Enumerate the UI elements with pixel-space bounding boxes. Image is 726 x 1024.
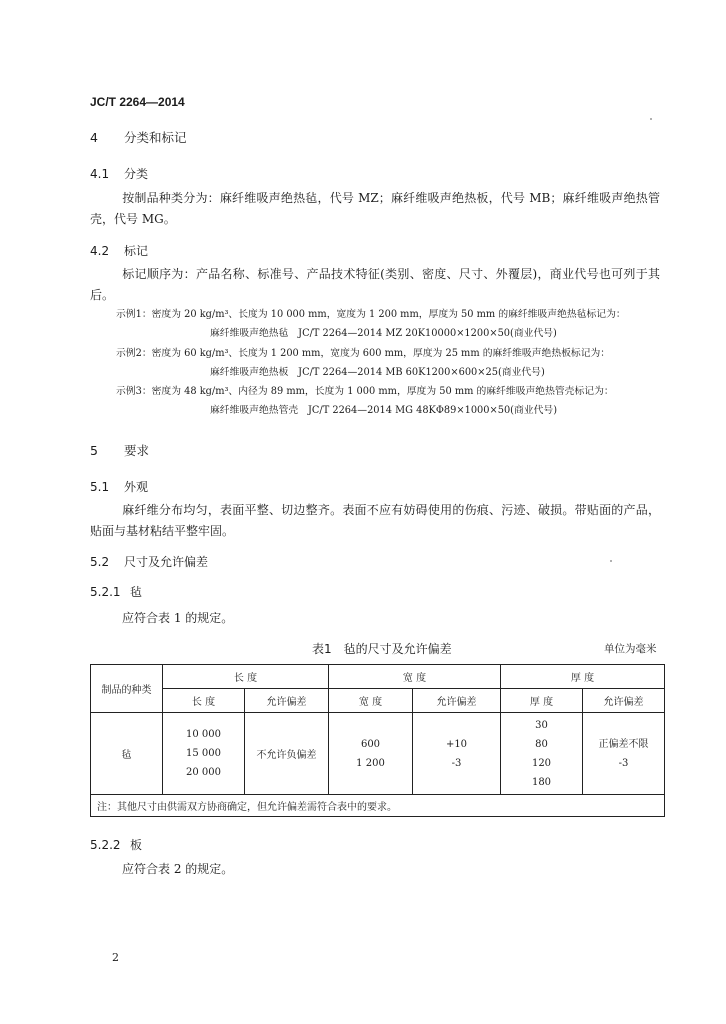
cell-thickness-tolerances — [583, 713, 665, 795]
section-5-heading — [90, 441, 149, 459]
length-value: 20 000 — [186, 767, 221, 778]
cell-thicknesses — [501, 713, 583, 795]
classification-paragraph — [90, 188, 660, 230]
width-value: 1 200 — [356, 757, 385, 769]
section-title: 尺寸及允许偏差 — [124, 555, 209, 569]
section-number: 5.2 — [90, 555, 110, 569]
thickness-tolerance-value: -3 — [618, 757, 629, 769]
section-4-heading — [90, 128, 187, 146]
paragraph-text: 按制品种类分为：麻纤维吸声绝热毡，代号 MZ；麻纤维吸声绝热板，代号 MB；麻纤维吸声绝热管壳，代号 MG。 — [90, 191, 660, 226]
example-3-desc: 示例3：密度为 48 kg/m³、内径为 89 mm，长度为 1 000 mm，厚度为 50 mm 的麻纤维吸声绝热管壳标记为： — [116, 386, 614, 397]
example-3-mark: 麻纤维吸声绝热管壳 JC/T 2264—2014 MG 48KΦ89×1000×50(商业代号) — [210, 405, 558, 416]
cell-product-type: 毡 — [91, 713, 163, 795]
table-row — [91, 713, 665, 795]
thickness-value: 180 — [531, 776, 552, 788]
example-2-desc: 示例2：密度为 60 kg/m³、长度为 1 200 mm，宽度为 600 mm，厚度为 25 mm 的麻纤维吸声绝热板标记为： — [116, 348, 611, 359]
section-title: 要求 — [124, 443, 150, 458]
thickness-value: 30 — [535, 719, 548, 731]
width-tolerance-value: +10 — [445, 738, 468, 750]
standard-code: JC/T 2264—2014 — [90, 95, 185, 109]
table-header-row — [91, 665, 665, 689]
section-title: 分类和标记 — [124, 130, 187, 145]
section-4-2-heading — [90, 242, 148, 259]
scan-speck — [650, 118, 652, 120]
width-tolerance-value: -3 — [451, 757, 462, 769]
example-2-mark: 麻纤维吸声绝热板 JC/T 2264—2014 MB 60K1200×600×25(商业代号) — [210, 367, 545, 378]
section-number: 5.2.2 — [90, 838, 121, 852]
thickness-value: 120 — [531, 757, 552, 769]
header-length-group: 长 度 — [163, 665, 329, 689]
cell-length-tolerance: 不允许负偏差 — [245, 713, 329, 795]
page-number: 2 — [112, 951, 119, 964]
section-5-1-heading — [90, 478, 148, 495]
table-note: 注：其他尺寸由供需双方协商确定，但允许偏差需符合表中的要求。 — [91, 795, 665, 817]
length-value: 15 000 — [186, 748, 221, 759]
header-length: 长 度 — [163, 689, 245, 713]
section-number: 4 — [90, 130, 98, 145]
thickness-value: 80 — [535, 738, 548, 750]
section-title: 外观 — [124, 480, 149, 494]
section-5-2-heading — [90, 553, 208, 570]
section-number: 5 — [90, 443, 98, 458]
cell-lengths — [163, 713, 245, 795]
header-thickness-group: 厚 度 — [501, 665, 665, 689]
section-number: 5.2.1 — [90, 585, 121, 599]
paragraph-text: 麻纤维分布均匀，表面平整、切边整齐。表面不应有妨碍使用的伤痕、污迹、破损。带贴面的产品，贴面与基材粘结平整牢固。 — [90, 503, 660, 538]
scan-speck — [610, 560, 612, 562]
marking-paragraph — [90, 264, 660, 306]
table-subheader-row — [91, 689, 665, 713]
example-1-mark: 麻纤维吸声绝热毡 JC/T 2264—2014 MZ 20K10000×1200×50(商业代号) — [210, 328, 557, 339]
cell-widths — [329, 713, 413, 795]
section-title: 板 — [130, 838, 143, 852]
example-1-desc: 示例1：密度为 20 kg/m³、长度为 10 000 mm，宽度为 1 200 mm，厚度为 50 mm 的麻纤维吸声绝热毡标记为： — [116, 309, 626, 320]
paragraph-text: 标记顺序为：产品名称、标准号、产品技术特征(类别、密度、尺寸、外覆层)，商业代号也可列于其后。 — [90, 267, 660, 302]
section-title: 毡 — [130, 585, 143, 599]
header-width: 宽 度 — [329, 689, 413, 713]
header-thickness-tolerance: 允许偏差 — [583, 689, 665, 713]
width-value: 600 — [360, 738, 381, 750]
section-4-1-heading — [90, 165, 148, 182]
header-width-group: 宽 度 — [329, 665, 501, 689]
table-caption: 表1 毡的尺寸及允许偏差 — [312, 642, 452, 656]
section-number: 5.1 — [90, 480, 110, 494]
header-product-type: 制品的种类 — [91, 665, 163, 713]
table-unit: 单位为毫米 — [604, 643, 657, 655]
header-length-tolerance: 允许偏差 — [245, 689, 329, 713]
section-number: 4.2 — [90, 244, 110, 258]
header-width-tolerance: 允许偏差 — [413, 689, 501, 713]
header-thickness: 厚 度 — [501, 689, 583, 713]
section-5-2-2-heading — [90, 836, 142, 853]
section-title: 分类 — [124, 167, 149, 181]
table2-reference: 应符合表 2 的规定。 — [122, 862, 234, 876]
section-title: 标记 — [124, 244, 149, 258]
cell-width-tolerances — [413, 713, 501, 795]
table1-reference: 应符合表 1 的规定。 — [122, 611, 234, 625]
table-note-row — [91, 795, 665, 817]
thickness-tolerance-value: 正偏差不限 — [598, 738, 649, 750]
section-number: 4.1 — [90, 167, 110, 181]
length-value: 10 000 — [186, 729, 221, 740]
appearance-paragraph — [90, 500, 660, 542]
table-1 — [90, 664, 665, 817]
section-5-2-1-heading — [90, 583, 142, 600]
